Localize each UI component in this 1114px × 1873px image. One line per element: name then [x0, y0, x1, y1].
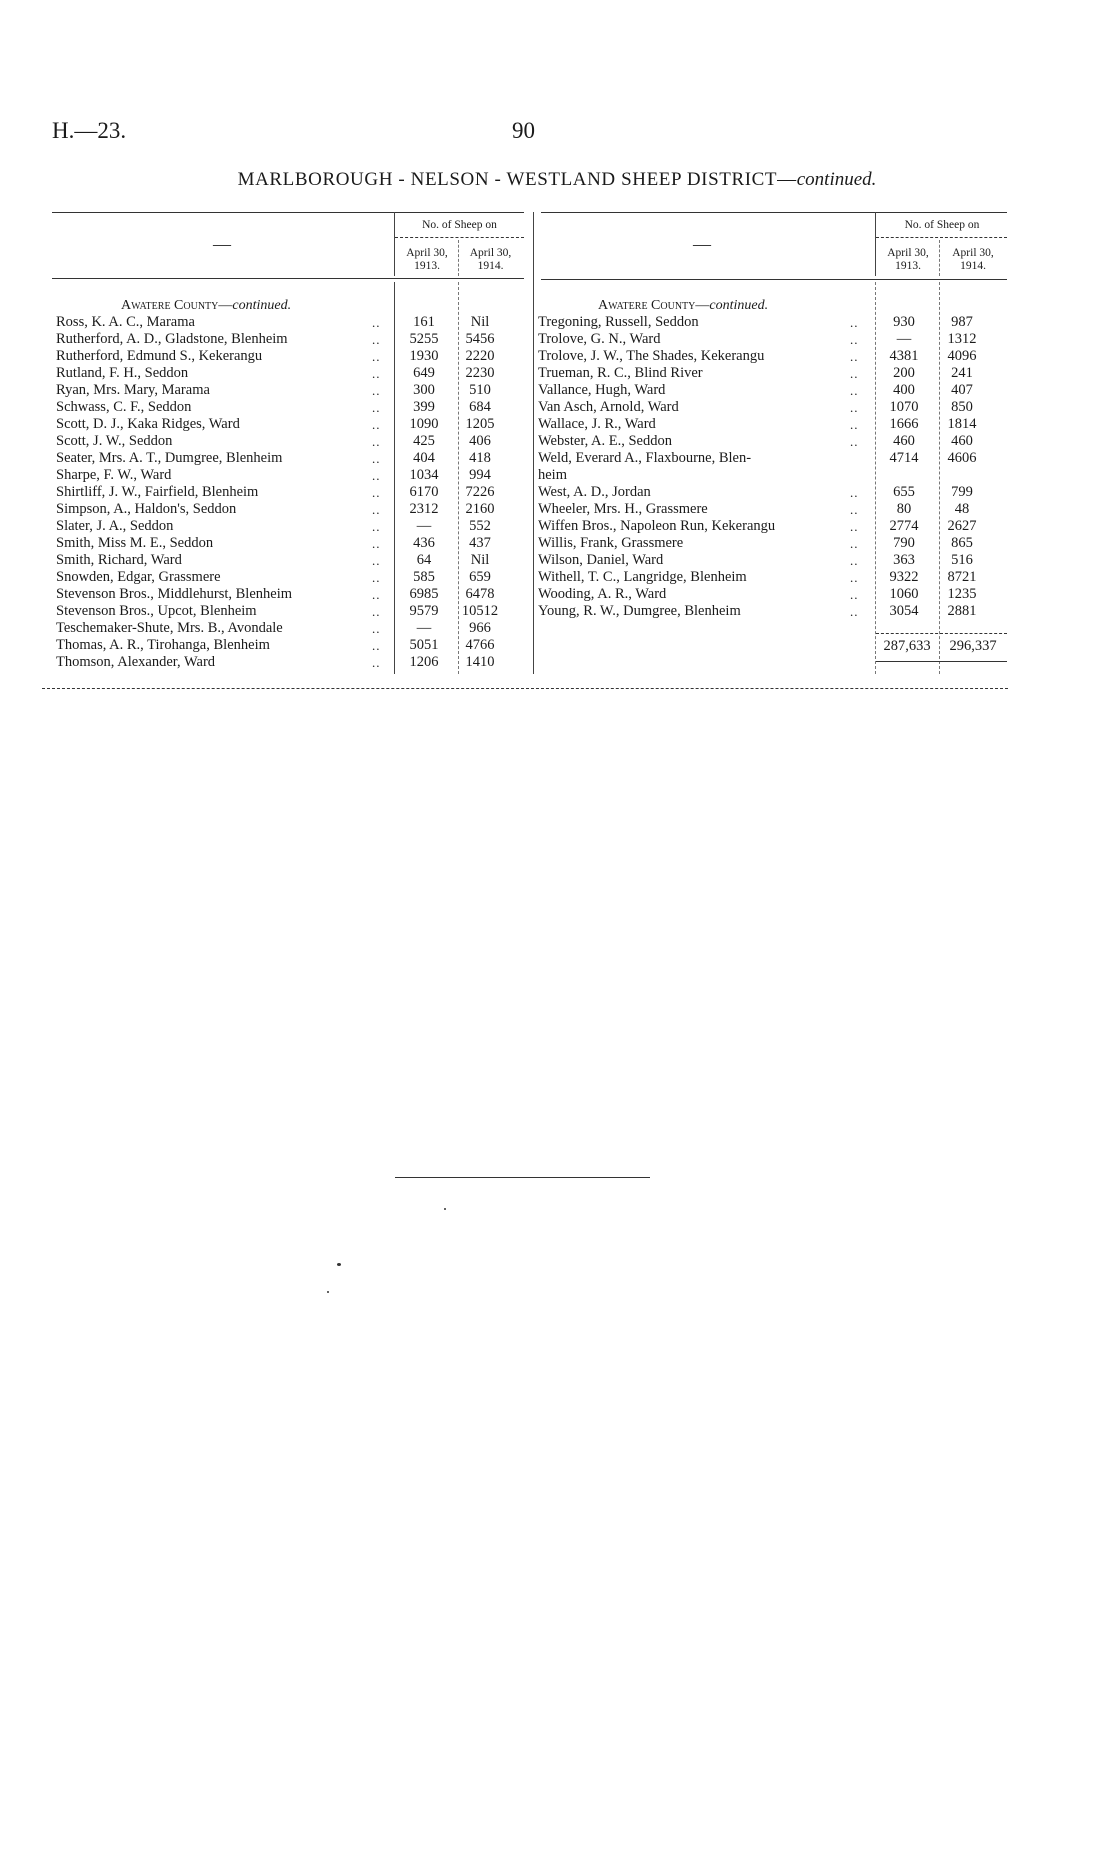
- sheep-1914: 418: [469, 450, 491, 466]
- table-row: [538, 399, 1008, 416]
- leader-dots: ..: [372, 349, 381, 364]
- sheep-1913: 4714: [889, 450, 919, 466]
- sheep-1914: 994: [469, 467, 491, 483]
- right-total-top-rule: [876, 633, 1007, 634]
- left-col-divider-2: [458, 240, 459, 276]
- sheep-1914: 4096: [947, 348, 977, 364]
- owner-name: Willis, Frank, Grassmere: [538, 535, 684, 551]
- sheep-1913: 9322: [889, 569, 919, 585]
- left-top-rule: [52, 212, 524, 213]
- owner-name: Smith, Richard, Ward: [56, 552, 182, 568]
- table-row: [56, 586, 516, 603]
- owner-name: Simpson, A., Haldon's, Seddon: [56, 501, 237, 517]
- table-row: [538, 535, 1008, 552]
- owner-name: Rutland, F. H., Seddon: [56, 365, 189, 381]
- table-row: [538, 450, 1008, 467]
- leader-dots: ..: [850, 434, 859, 449]
- owner-name: Wilson, Daniel, Ward: [538, 552, 664, 568]
- table-row: [56, 314, 516, 331]
- leader-dots: ..: [850, 536, 859, 551]
- sheep-1914: 2881: [947, 603, 977, 619]
- owner-name: Rutherford, Edmund S., Kekerangu: [56, 348, 263, 364]
- sheep-1913: 2312: [409, 501, 439, 517]
- right-group-rule: [876, 237, 1007, 238]
- leader-dots: ..: [850, 417, 859, 432]
- leader-dots: ..: [850, 332, 859, 347]
- owner-name: Scott, J. W., Seddon: [56, 433, 173, 449]
- owner-name: Rutherford, A. D., Gladstone, Blenheim: [56, 331, 288, 347]
- sheep-1913: 300: [413, 382, 435, 398]
- table-row: [56, 501, 516, 518]
- owner-name: Teschemaker-Shute, Mrs. B., Avondale: [56, 620, 283, 636]
- table-row: [538, 382, 1008, 399]
- sheep-1913: 80: [896, 501, 912, 517]
- owner-name: Seater, Mrs. A. T., Dumgree, Blenheim: [56, 450, 283, 466]
- leader-dots: ..: [372, 315, 381, 330]
- leader-dots: ..: [372, 332, 381, 347]
- right-group-heading: No. of Sheep on: [904, 219, 980, 231]
- sheep-1913: 5255: [409, 331, 439, 347]
- sheep-1914: 2220: [465, 348, 495, 364]
- leader-dots: ..: [850, 315, 859, 330]
- sheep-1914: 966: [469, 620, 491, 636]
- ink-speck: [337, 1263, 341, 1266]
- owner-name: Ryan, Mrs. Mary, Marama: [56, 382, 210, 398]
- sheep-1913: —: [416, 518, 432, 534]
- sheep-1913: 930: [893, 314, 915, 330]
- table-row: [538, 433, 1008, 450]
- ink-speck: [444, 1208, 446, 1210]
- right-col-divider-1: [875, 212, 876, 276]
- right-col-divider-2: [939, 240, 940, 276]
- table-row: [56, 654, 516, 671]
- left-col-divider-1: [394, 212, 395, 276]
- sheep-1913: 649: [413, 365, 435, 381]
- sheep-1914: 406: [469, 433, 491, 449]
- sheep-1913: 1666: [889, 416, 919, 432]
- sheep-1914: 865: [951, 535, 973, 551]
- owner-name: Shirtliff, J. W., Fairfield, Blenheim: [56, 484, 259, 500]
- sheep-1914: 4606: [947, 450, 977, 466]
- right-total-bottom-rule: [876, 661, 1007, 662]
- sheep-1914: 510: [469, 382, 491, 398]
- sheep-1914: 1312: [947, 331, 977, 347]
- left-dash-heading: —: [213, 234, 231, 254]
- leader-dots: ..: [850, 604, 859, 619]
- table-row: [56, 603, 516, 620]
- leader-dots: ..: [372, 485, 381, 500]
- table-row: [538, 501, 1008, 518]
- sheep-1913: 460: [893, 433, 915, 449]
- leader-dots: ..: [372, 400, 381, 415]
- sheep-1913: 5051: [409, 637, 439, 653]
- table-row: [56, 399, 516, 416]
- leader-dots: ..: [850, 519, 859, 534]
- sheep-1914: 7226: [465, 484, 495, 500]
- owner-name: Wheeler, Mrs. H., Grassmere: [538, 501, 708, 517]
- leader-dots: ..: [850, 502, 859, 517]
- owner-name: Thomas, A. R., Tirohanga, Blenheim: [56, 637, 270, 653]
- leader-dots: ..: [372, 434, 381, 449]
- sheep-1914: Nil: [470, 552, 490, 568]
- sheep-1914: 4766: [465, 637, 495, 653]
- right-col2-heading-line1: April 30,: [952, 247, 994, 259]
- leader-dots: ..: [372, 536, 381, 551]
- left-col2-heading-line2: 1914.: [477, 260, 504, 272]
- owner-name: Wiffen Bros., Napoleon Run, Kekerangu: [538, 518, 776, 534]
- table-bottom-rule: [42, 688, 1008, 689]
- table-row: [56, 637, 516, 654]
- table-row: [538, 416, 1008, 433]
- sheep-1914: 850: [951, 399, 973, 415]
- right-total-1914: 296,337: [949, 638, 997, 654]
- sheep-1913: 585: [413, 569, 435, 585]
- owner-name: Schwass, C. F., Seddon: [56, 399, 192, 415]
- sheep-1913: 790: [893, 535, 915, 551]
- sheep-1914: 1205: [465, 416, 495, 432]
- sheep-1914: 437: [469, 535, 491, 551]
- closing-rule: [395, 1177, 650, 1178]
- left-group-heading: No. of Sheep on: [422, 219, 497, 231]
- right-head-rule: [541, 279, 1007, 280]
- table-row: [538, 518, 1008, 535]
- sheep-1913: 400: [893, 382, 915, 398]
- leader-dots: ..: [372, 553, 381, 568]
- owner-name: Sharpe, F. W., Ward: [56, 467, 172, 483]
- sheep-1914: 659: [469, 569, 491, 585]
- sheep-1914: 8721: [947, 569, 977, 585]
- owner-name: Van Asch, Arnold, Ward: [538, 399, 679, 415]
- sheep-1913: 200: [893, 365, 915, 381]
- sheep-1914: 5456: [465, 331, 495, 347]
- sheep-1913: 1206: [409, 654, 439, 670]
- right-col1-heading-line1: April 30,: [887, 247, 929, 259]
- page-title: [0, 169, 1114, 191]
- left-col2-heading-line1: April 30,: [469, 247, 512, 259]
- sheep-1914: 407: [951, 382, 973, 398]
- table-row: [56, 535, 516, 552]
- table-row: [56, 467, 516, 484]
- sheep-1914: 2627: [947, 518, 977, 534]
- sheep-1913: 4381: [889, 348, 919, 364]
- table-row: [56, 365, 516, 382]
- sheep-1914: 516: [951, 552, 973, 568]
- right-section-caps: Awatere County—: [598, 298, 710, 313]
- right-col2-heading-line2: 1914.: [960, 260, 986, 272]
- owner-name: Trolove, G. N., Ward: [538, 331, 661, 347]
- leader-dots: ..: [372, 587, 381, 602]
- sheep-1913: 399: [413, 399, 435, 415]
- sheep-1913: 9579: [409, 603, 439, 619]
- leader-dots: ..: [372, 570, 381, 585]
- sheep-1914: 1235: [947, 586, 977, 602]
- title-suffix: continued.: [796, 169, 877, 190]
- leader-dots: ..: [850, 366, 859, 381]
- owner-name: Vallance, Hugh, Ward: [538, 382, 666, 398]
- right-dash-heading: —: [693, 234, 711, 254]
- left-group-rule: [395, 237, 524, 238]
- sheep-1914: 1814: [947, 416, 977, 432]
- leader-dots: ..: [850, 485, 859, 500]
- sheep-1913: —: [416, 620, 432, 636]
- sheep-1914: 48: [954, 501, 970, 517]
- sheep-1913: 6170: [409, 484, 439, 500]
- left-col1-heading-line1: April 30,: [406, 247, 448, 259]
- left-col2-heading: [459, 247, 522, 273]
- left-col1-heading-line2: 1913.: [414, 260, 440, 272]
- leader-dots: ..: [372, 621, 381, 636]
- sheep-1913: 1060: [889, 586, 919, 602]
- right-col1-heading-line2: 1913.: [895, 260, 921, 272]
- right-section-italic: continued.: [709, 298, 769, 313]
- sheep-1913: —: [896, 331, 912, 347]
- table-row: [56, 331, 516, 348]
- table-row: [538, 603, 1008, 620]
- right-section-heading: [598, 298, 768, 314]
- leader-dots: ..: [850, 553, 859, 568]
- left-rows: [56, 314, 516, 671]
- sheep-1914: 799: [951, 484, 973, 500]
- leader-dots: ..: [372, 451, 381, 466]
- sheep-1913: 404: [413, 450, 435, 466]
- owner-name: Scott, D. J., Kaka Ridges, Ward: [56, 416, 240, 432]
- left-section-italic: continued.: [232, 298, 292, 313]
- sheep-1913: 2774: [889, 518, 919, 534]
- owner-name: Stevenson Bros., Upcot, Blenheim: [56, 603, 257, 619]
- sheep-1913: 1930: [409, 348, 439, 364]
- table-row: [538, 365, 1008, 382]
- left-section-caps: Awatere County—: [121, 298, 233, 313]
- leader-dots: ..: [372, 655, 381, 670]
- owner-name: Stevenson Bros., Middlehurst, Blenheim: [56, 586, 293, 602]
- table-row: [56, 552, 516, 569]
- sheep-1914: 6478: [465, 586, 495, 602]
- table-row: [56, 484, 516, 501]
- table-row: [56, 450, 516, 467]
- sheep-1913: 64: [416, 552, 432, 568]
- sheep-1913: 1090: [409, 416, 439, 432]
- owner-name: heim: [538, 467, 567, 483]
- left-section-heading: [121, 298, 291, 314]
- table-row: [538, 569, 1008, 586]
- owner-name: Ross, K. A. C., Marama: [56, 314, 195, 330]
- table-row: [538, 314, 1008, 331]
- owner-name: Tregoning, Russell, Seddon: [538, 314, 699, 330]
- owner-name: Young, R. W., Dumgree, Blenheim: [538, 603, 741, 619]
- leader-dots: ..: [850, 570, 859, 585]
- owner-name: Trueman, R. C., Blind River: [538, 365, 703, 381]
- sheep-1913: 363: [893, 552, 915, 568]
- owner-name: Smith, Miss M. E., Seddon: [56, 535, 214, 551]
- table-row: [56, 348, 516, 365]
- table-row: [56, 382, 516, 399]
- leader-dots: ..: [850, 349, 859, 364]
- sheep-1914: 460: [951, 433, 973, 449]
- leader-dots: ..: [372, 519, 381, 534]
- table-row: [538, 552, 1008, 569]
- sheep-1913: 655: [893, 484, 915, 500]
- right-rows: [538, 314, 1008, 620]
- leader-dots: ..: [372, 417, 381, 432]
- sheep-1914: 10512: [461, 603, 499, 619]
- owner-name: Wallace, J. R., Ward: [538, 416, 656, 432]
- table-row: [538, 467, 1008, 484]
- owner-name: Wooding, A. R., Ward: [538, 586, 667, 602]
- sheep-1914: 684: [469, 399, 491, 415]
- page-header-ref: H.—23.: [52, 118, 127, 143]
- leader-dots: ..: [372, 502, 381, 517]
- table-row: [56, 569, 516, 586]
- sheep-1914: 987: [951, 314, 973, 330]
- owner-name: Snowden, Edgar, Grassmere: [56, 569, 221, 585]
- left-head-rule: [52, 278, 524, 279]
- leader-dots: ..: [850, 587, 859, 602]
- owner-name: Withell, T. C., Langridge, Blenheim: [538, 569, 747, 585]
- sheep-1913: 425: [413, 433, 435, 449]
- owner-name: Trolove, J. W., The Shades, Kekerangu: [538, 348, 765, 364]
- leader-dots: ..: [372, 468, 381, 483]
- sheep-1913: 161: [413, 314, 435, 330]
- table-row: [56, 416, 516, 433]
- ink-speck: [327, 1291, 329, 1293]
- sheep-1914: Nil: [470, 314, 490, 330]
- page-number: 90: [512, 118, 535, 143]
- sheep-1914: 2230: [465, 365, 495, 381]
- sheep-1913: 3054: [889, 603, 919, 619]
- sheep-1913: 1070: [889, 399, 919, 415]
- owner-name: Thomson, Alexander, Ward: [56, 654, 216, 670]
- leader-dots: ..: [372, 604, 381, 619]
- table-row: [56, 433, 516, 450]
- left-col1-heading: [397, 247, 457, 273]
- leader-dots: ..: [372, 366, 381, 381]
- owner-name: Webster, A. E., Seddon: [538, 433, 672, 449]
- leader-dots: ..: [850, 400, 859, 415]
- title-main: MARLBOROUGH - NELSON - WESTLAND SHEEP DISTRICT—: [237, 169, 797, 190]
- owner-name: Slater, J. A., Seddon: [56, 518, 174, 534]
- table-row: [538, 586, 1008, 603]
- leader-dots: ..: [850, 383, 859, 398]
- leader-dots: ..: [372, 383, 381, 398]
- table-row: [538, 484, 1008, 501]
- right-top-rule: [541, 212, 1007, 213]
- right-total-1913: 287,633: [883, 638, 931, 654]
- right-col2-heading: [941, 247, 1005, 273]
- table-row: [538, 331, 1008, 348]
- sheep-1913: 6985: [409, 586, 439, 602]
- sheep-1913: 436: [413, 535, 435, 551]
- sheep-1914: 1410: [465, 654, 495, 670]
- sheep-1914: 2160: [465, 501, 495, 517]
- sheep-1914: 241: [951, 365, 973, 381]
- owner-name: Weld, Everard A., Flaxbourne, Blen-: [538, 450, 752, 466]
- table-row: [56, 620, 516, 637]
- sheep-1913: 1034: [409, 467, 439, 483]
- table-row: [538, 348, 1008, 365]
- table-row: [56, 518, 516, 535]
- leader-dots: ..: [372, 638, 381, 653]
- right-col1-heading: [877, 247, 939, 273]
- sheep-1914: 552: [469, 518, 491, 534]
- right-outer-divider: [533, 212, 534, 674]
- owner-name: West, A. D., Jordan: [538, 484, 651, 500]
